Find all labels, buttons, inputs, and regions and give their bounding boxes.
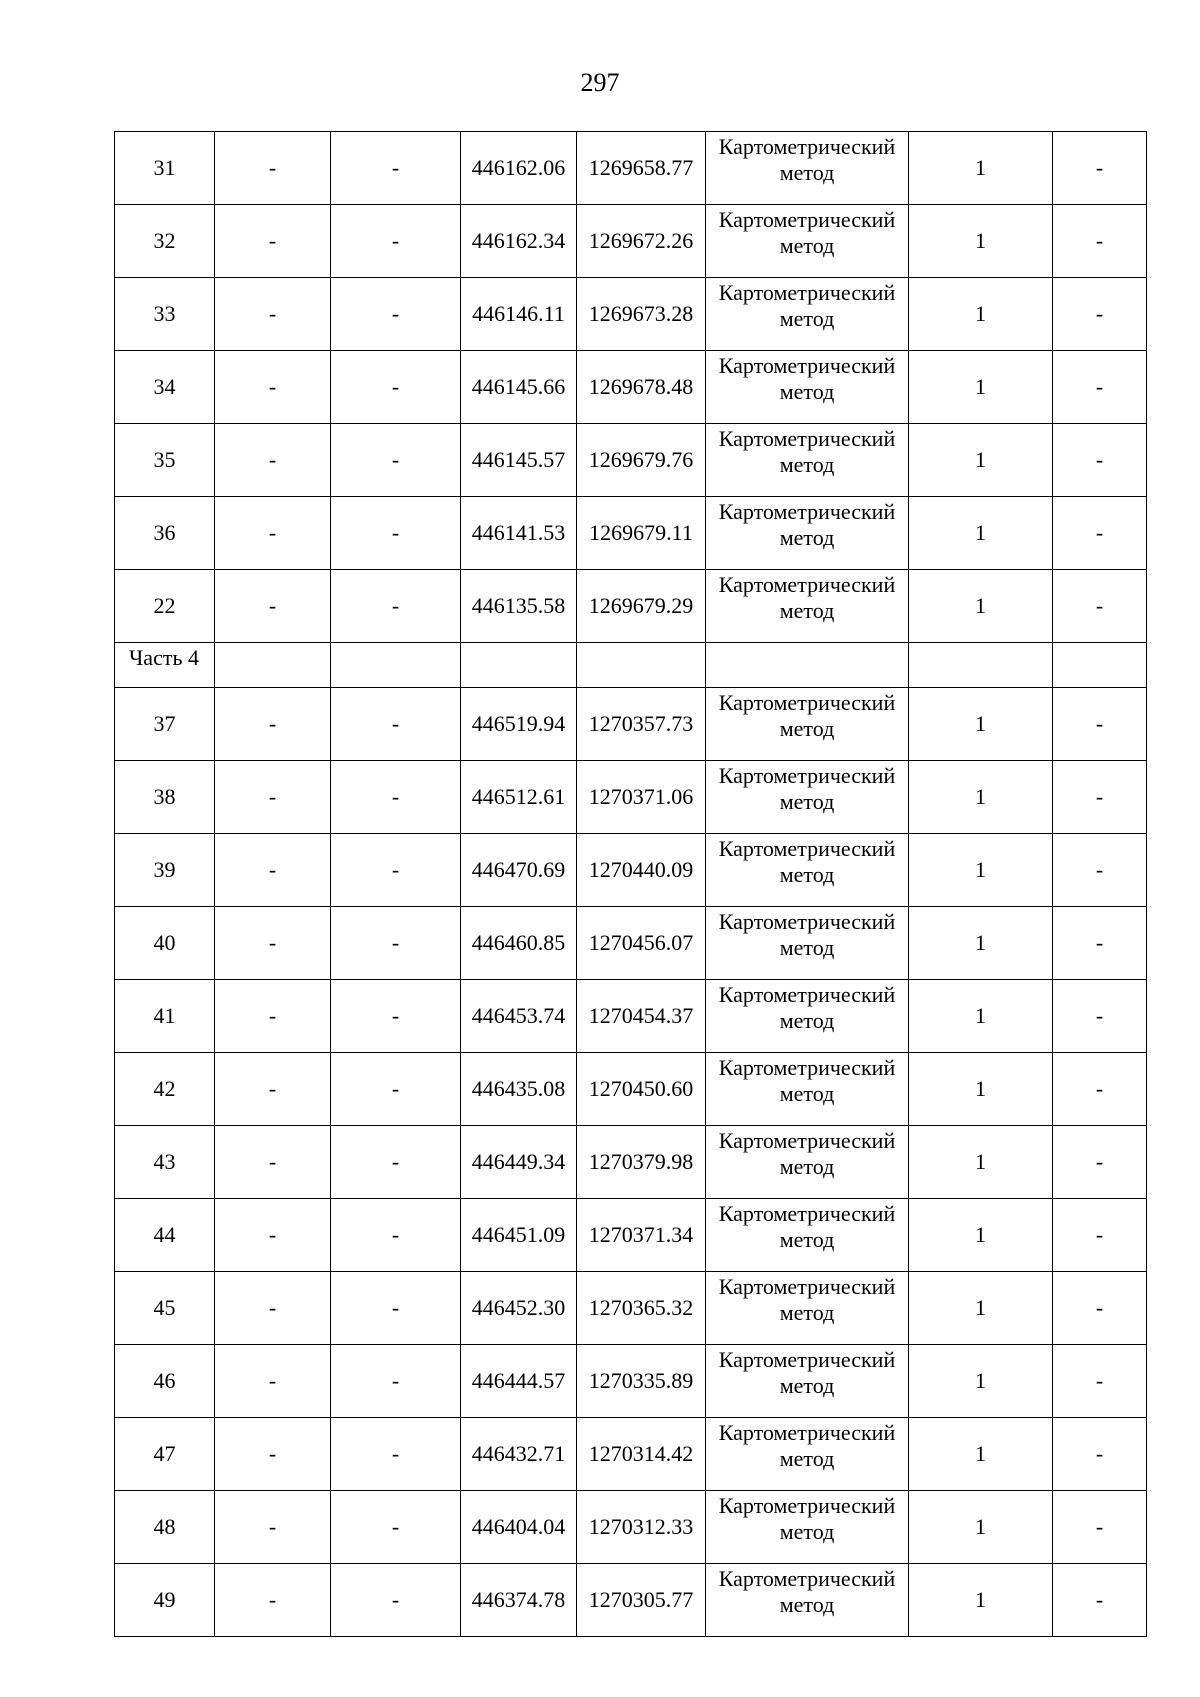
point-number-cell: 42 xyxy=(115,1053,215,1126)
section-row xyxy=(115,643,1147,688)
y-coordinate-cell: 1270335.89 xyxy=(577,1345,706,1418)
method-line-2: метод xyxy=(779,1446,835,1471)
dash-cell: - xyxy=(1053,907,1147,980)
dash-cell: - xyxy=(215,570,331,643)
point-number-cell: 32 xyxy=(115,205,215,278)
dash-cell: - xyxy=(1053,570,1147,643)
x-coordinate-cell: 446470.69 xyxy=(461,834,577,907)
y-coordinate-cell: 1269679.76 xyxy=(577,424,706,497)
y-coordinate-cell: 1269678.48 xyxy=(577,351,706,424)
method-cell xyxy=(706,1345,909,1418)
dash-cell: - xyxy=(331,1272,461,1345)
x-coordinate-cell: 446449.34 xyxy=(461,1126,577,1199)
point-number-cell: 33 xyxy=(115,278,215,351)
dash-cell: - xyxy=(1053,1272,1147,1345)
method-line-2: метод xyxy=(779,452,835,477)
empty-cell xyxy=(909,643,1053,688)
dash-cell: - xyxy=(215,424,331,497)
method-cell xyxy=(706,1199,909,1272)
y-coordinate-cell: 1270365.32 xyxy=(577,1272,706,1345)
table-row xyxy=(115,907,1147,980)
method-line-1: Картометрический xyxy=(718,1420,896,1445)
accuracy-cell: 1 xyxy=(909,1418,1053,1491)
dash-cell: - xyxy=(1053,1199,1147,1272)
point-number-cell: 45 xyxy=(115,1272,215,1345)
table-row xyxy=(115,1564,1147,1637)
table-row xyxy=(115,688,1147,761)
accuracy-cell: 1 xyxy=(909,761,1053,834)
method-cell xyxy=(706,688,909,761)
y-coordinate-cell: 1269679.29 xyxy=(577,570,706,643)
y-coordinate-cell: 1269679.11 xyxy=(577,497,706,570)
x-coordinate-cell: 446453.74 xyxy=(461,980,577,1053)
point-number-cell: 47 xyxy=(115,1418,215,1491)
method-cell xyxy=(706,424,909,497)
method-line-2: метод xyxy=(779,598,835,623)
dash-cell: - xyxy=(331,351,461,424)
method-cell xyxy=(706,278,909,351)
dash-cell: - xyxy=(1053,278,1147,351)
dash-cell: - xyxy=(1053,688,1147,761)
accuracy-cell: 1 xyxy=(909,1272,1053,1345)
method-line-1: Картометрический xyxy=(718,280,896,305)
dash-cell: - xyxy=(215,132,331,205)
method-line-2: метод xyxy=(779,789,835,814)
method-line-2: метод xyxy=(779,1227,835,1252)
method-cell xyxy=(706,132,909,205)
dash-cell: - xyxy=(1053,205,1147,278)
empty-cell xyxy=(577,643,706,688)
method-line-2: метод xyxy=(779,525,835,550)
dash-cell: - xyxy=(1053,132,1147,205)
table-row xyxy=(115,1345,1147,1418)
dash-cell: - xyxy=(215,1126,331,1199)
accuracy-cell: 1 xyxy=(909,1126,1053,1199)
x-coordinate-cell: 446162.06 xyxy=(461,132,577,205)
point-number-cell: 39 xyxy=(115,834,215,907)
dash-cell: - xyxy=(1053,1053,1147,1126)
method-line-2: метод xyxy=(779,1081,835,1106)
point-number-cell: 40 xyxy=(115,907,215,980)
x-coordinate-cell: 446435.08 xyxy=(461,1053,577,1126)
dash-cell: - xyxy=(1053,351,1147,424)
x-coordinate-cell: 446135.58 xyxy=(461,570,577,643)
dash-cell: - xyxy=(215,980,331,1053)
x-coordinate-cell: 446162.34 xyxy=(461,205,577,278)
method-line-1: Картометрический xyxy=(718,1055,896,1080)
x-coordinate-cell: 446519.94 xyxy=(461,688,577,761)
dash-cell: - xyxy=(331,424,461,497)
y-coordinate-cell: 1270456.07 xyxy=(577,907,706,980)
method-line-2: метод xyxy=(779,862,835,887)
method-line-1: Картометрический xyxy=(718,499,896,524)
dash-cell: - xyxy=(331,205,461,278)
method-cell xyxy=(706,907,909,980)
table-row xyxy=(115,1199,1147,1272)
point-number-cell: 41 xyxy=(115,980,215,1053)
x-coordinate-cell: 446145.57 xyxy=(461,424,577,497)
accuracy-cell: 1 xyxy=(909,205,1053,278)
y-coordinate-cell: 1269658.77 xyxy=(577,132,706,205)
method-line-2: метод xyxy=(779,233,835,258)
page-number: 297 xyxy=(580,68,620,97)
x-coordinate-cell: 446460.85 xyxy=(461,907,577,980)
dash-cell: - xyxy=(215,688,331,761)
y-coordinate-cell: 1270371.06 xyxy=(577,761,706,834)
section-label: Часть 4 xyxy=(115,643,215,688)
y-coordinate-cell: 1269673.28 xyxy=(577,278,706,351)
table-row xyxy=(115,1491,1147,1564)
dash-cell: - xyxy=(1053,1126,1147,1199)
dash-cell: - xyxy=(215,1564,331,1637)
point-number-cell: 43 xyxy=(115,1126,215,1199)
y-coordinate-cell: 1270371.34 xyxy=(577,1199,706,1272)
table-row xyxy=(115,1272,1147,1345)
method-line-2: метод xyxy=(779,1008,835,1033)
empty-cell xyxy=(461,643,577,688)
method-line-2: метод xyxy=(779,306,835,331)
table-row xyxy=(115,351,1147,424)
point-number-cell: 31 xyxy=(115,132,215,205)
dash-cell: - xyxy=(215,278,331,351)
point-number-cell: 34 xyxy=(115,351,215,424)
dash-cell: - xyxy=(215,1199,331,1272)
method-line-2: метод xyxy=(779,160,835,185)
method-line-1: Картометрический xyxy=(718,982,896,1007)
method-line-1: Картометрический xyxy=(718,690,896,715)
table-row xyxy=(115,761,1147,834)
table-body-before xyxy=(115,132,1147,643)
point-number-cell: 44 xyxy=(115,1199,215,1272)
method-cell xyxy=(706,1272,909,1345)
table-body-after xyxy=(115,688,1147,1637)
dash-cell: - xyxy=(215,761,331,834)
dash-cell: - xyxy=(215,1418,331,1491)
empty-cell xyxy=(331,643,461,688)
method-line-2: метод xyxy=(779,1592,835,1617)
table-row xyxy=(115,834,1147,907)
y-coordinate-cell: 1270305.77 xyxy=(577,1564,706,1637)
dash-cell: - xyxy=(331,980,461,1053)
accuracy-cell: 1 xyxy=(909,351,1053,424)
accuracy-cell: 1 xyxy=(909,132,1053,205)
x-coordinate-cell: 446512.61 xyxy=(461,761,577,834)
table-row xyxy=(115,497,1147,570)
method-line-1: Картометрический xyxy=(718,1566,896,1591)
dash-cell: - xyxy=(215,1345,331,1418)
point-number-cell: 37 xyxy=(115,688,215,761)
table-row xyxy=(115,132,1147,205)
dash-cell: - xyxy=(1053,761,1147,834)
method-cell xyxy=(706,980,909,1053)
method-line-1: Картометрический xyxy=(718,909,896,934)
dash-cell: - xyxy=(1053,1564,1147,1637)
accuracy-cell: 1 xyxy=(909,1199,1053,1272)
point-number-cell: 38 xyxy=(115,761,215,834)
table-row xyxy=(115,1418,1147,1491)
dash-cell: - xyxy=(215,205,331,278)
empty-cell xyxy=(1053,643,1147,688)
accuracy-cell: 1 xyxy=(909,570,1053,643)
empty-cell xyxy=(706,643,909,688)
x-coordinate-cell: 446146.11 xyxy=(461,278,577,351)
dash-cell: - xyxy=(331,278,461,351)
dash-cell: - xyxy=(1053,497,1147,570)
table-row xyxy=(115,570,1147,643)
y-coordinate-cell: 1269672.26 xyxy=(577,205,706,278)
y-coordinate-cell: 1270440.09 xyxy=(577,834,706,907)
x-coordinate-cell: 446145.66 xyxy=(461,351,577,424)
x-coordinate-cell: 446374.78 xyxy=(461,1564,577,1637)
dash-cell: - xyxy=(215,1272,331,1345)
accuracy-cell: 1 xyxy=(909,1053,1053,1126)
method-line-1: Картометрический xyxy=(718,763,896,788)
method-line-2: метод xyxy=(779,716,835,741)
method-cell xyxy=(706,1126,909,1199)
accuracy-cell: 1 xyxy=(909,688,1053,761)
method-line-1: Картометрический xyxy=(718,1347,896,1372)
method-cell xyxy=(706,1418,909,1491)
dash-cell: - xyxy=(215,351,331,424)
x-coordinate-cell: 446452.30 xyxy=(461,1272,577,1345)
dash-cell: - xyxy=(331,761,461,834)
accuracy-cell: 1 xyxy=(909,980,1053,1053)
accuracy-cell: 1 xyxy=(909,424,1053,497)
dash-cell: - xyxy=(1053,834,1147,907)
coordinates-table xyxy=(114,131,1147,1637)
method-line-1: Картометрический xyxy=(718,572,896,597)
method-cell xyxy=(706,834,909,907)
method-line-2: метод xyxy=(779,1373,835,1398)
method-cell xyxy=(706,570,909,643)
method-line-2: метод xyxy=(779,1300,835,1325)
y-coordinate-cell: 1270379.98 xyxy=(577,1126,706,1199)
dash-cell: - xyxy=(215,1053,331,1126)
table-row xyxy=(115,205,1147,278)
table-row xyxy=(115,980,1147,1053)
method-line-2: метод xyxy=(779,935,835,960)
table-row xyxy=(115,1053,1147,1126)
method-line-1: Картометрический xyxy=(718,1201,896,1226)
x-coordinate-cell: 446432.71 xyxy=(461,1418,577,1491)
x-coordinate-cell: 446451.09 xyxy=(461,1199,577,1272)
y-coordinate-cell: 1270357.73 xyxy=(577,688,706,761)
point-number-cell: 22 xyxy=(115,570,215,643)
dash-cell: - xyxy=(331,1345,461,1418)
x-coordinate-cell: 446444.57 xyxy=(461,1345,577,1418)
dash-cell: - xyxy=(215,497,331,570)
empty-cell xyxy=(215,643,331,688)
method-cell xyxy=(706,1564,909,1637)
point-number-cell: 49 xyxy=(115,1564,215,1637)
accuracy-cell: 1 xyxy=(909,907,1053,980)
table-row xyxy=(115,1126,1147,1199)
dash-cell: - xyxy=(331,1418,461,1491)
dash-cell: - xyxy=(331,1199,461,1272)
dash-cell: - xyxy=(331,688,461,761)
dash-cell: - xyxy=(331,1126,461,1199)
dash-cell: - xyxy=(331,497,461,570)
dash-cell: - xyxy=(331,1564,461,1637)
method-line-1: Картометрический xyxy=(718,1493,896,1518)
accuracy-cell: 1 xyxy=(909,1345,1053,1418)
y-coordinate-cell: 1270314.42 xyxy=(577,1418,706,1491)
method-cell xyxy=(706,351,909,424)
point-number-cell: 48 xyxy=(115,1491,215,1564)
method-line-1: Картометрический xyxy=(718,353,896,378)
y-coordinate-cell: 1270312.33 xyxy=(577,1491,706,1564)
point-number-cell: 36 xyxy=(115,497,215,570)
accuracy-cell: 1 xyxy=(909,1491,1053,1564)
dash-cell: - xyxy=(215,1491,331,1564)
dash-cell: - xyxy=(1053,1491,1147,1564)
accuracy-cell: 1 xyxy=(909,1564,1053,1637)
method-line-2: метод xyxy=(779,379,835,404)
method-cell xyxy=(706,205,909,278)
dash-cell: - xyxy=(331,132,461,205)
table-row xyxy=(115,424,1147,497)
dash-cell: - xyxy=(331,570,461,643)
method-line-1: Картометрический xyxy=(718,836,896,861)
dash-cell: - xyxy=(1053,424,1147,497)
dash-cell: - xyxy=(331,834,461,907)
method-cell xyxy=(706,1491,909,1564)
dash-cell: - xyxy=(1053,1418,1147,1491)
dash-cell: - xyxy=(1053,1345,1147,1418)
method-line-2: метод xyxy=(779,1154,835,1179)
method-line-1: Картометрический xyxy=(718,1274,896,1299)
point-number-cell: 46 xyxy=(115,1345,215,1418)
point-number-cell: 35 xyxy=(115,424,215,497)
method-cell xyxy=(706,1053,909,1126)
dash-cell: - xyxy=(215,834,331,907)
method-line-2: метод xyxy=(779,1519,835,1544)
dash-cell: - xyxy=(331,907,461,980)
method-line-1: Картометрический xyxy=(718,134,896,159)
dash-cell: - xyxy=(1053,980,1147,1053)
section-body xyxy=(115,643,1147,688)
accuracy-cell: 1 xyxy=(909,834,1053,907)
method-line-1: Картометрический xyxy=(718,207,896,232)
dash-cell: - xyxy=(215,907,331,980)
y-coordinate-cell: 1270454.37 xyxy=(577,980,706,1053)
accuracy-cell: 1 xyxy=(909,278,1053,351)
x-coordinate-cell: 446404.04 xyxy=(461,1491,577,1564)
method-cell xyxy=(706,761,909,834)
method-line-1: Картометрический xyxy=(718,426,896,451)
y-coordinate-cell: 1270450.60 xyxy=(577,1053,706,1126)
dash-cell: - xyxy=(331,1491,461,1564)
dash-cell: - xyxy=(331,1053,461,1126)
x-coordinate-cell: 446141.53 xyxy=(461,497,577,570)
method-cell xyxy=(706,497,909,570)
table-row xyxy=(115,278,1147,351)
accuracy-cell: 1 xyxy=(909,497,1053,570)
method-line-1: Картометрический xyxy=(718,1128,896,1153)
